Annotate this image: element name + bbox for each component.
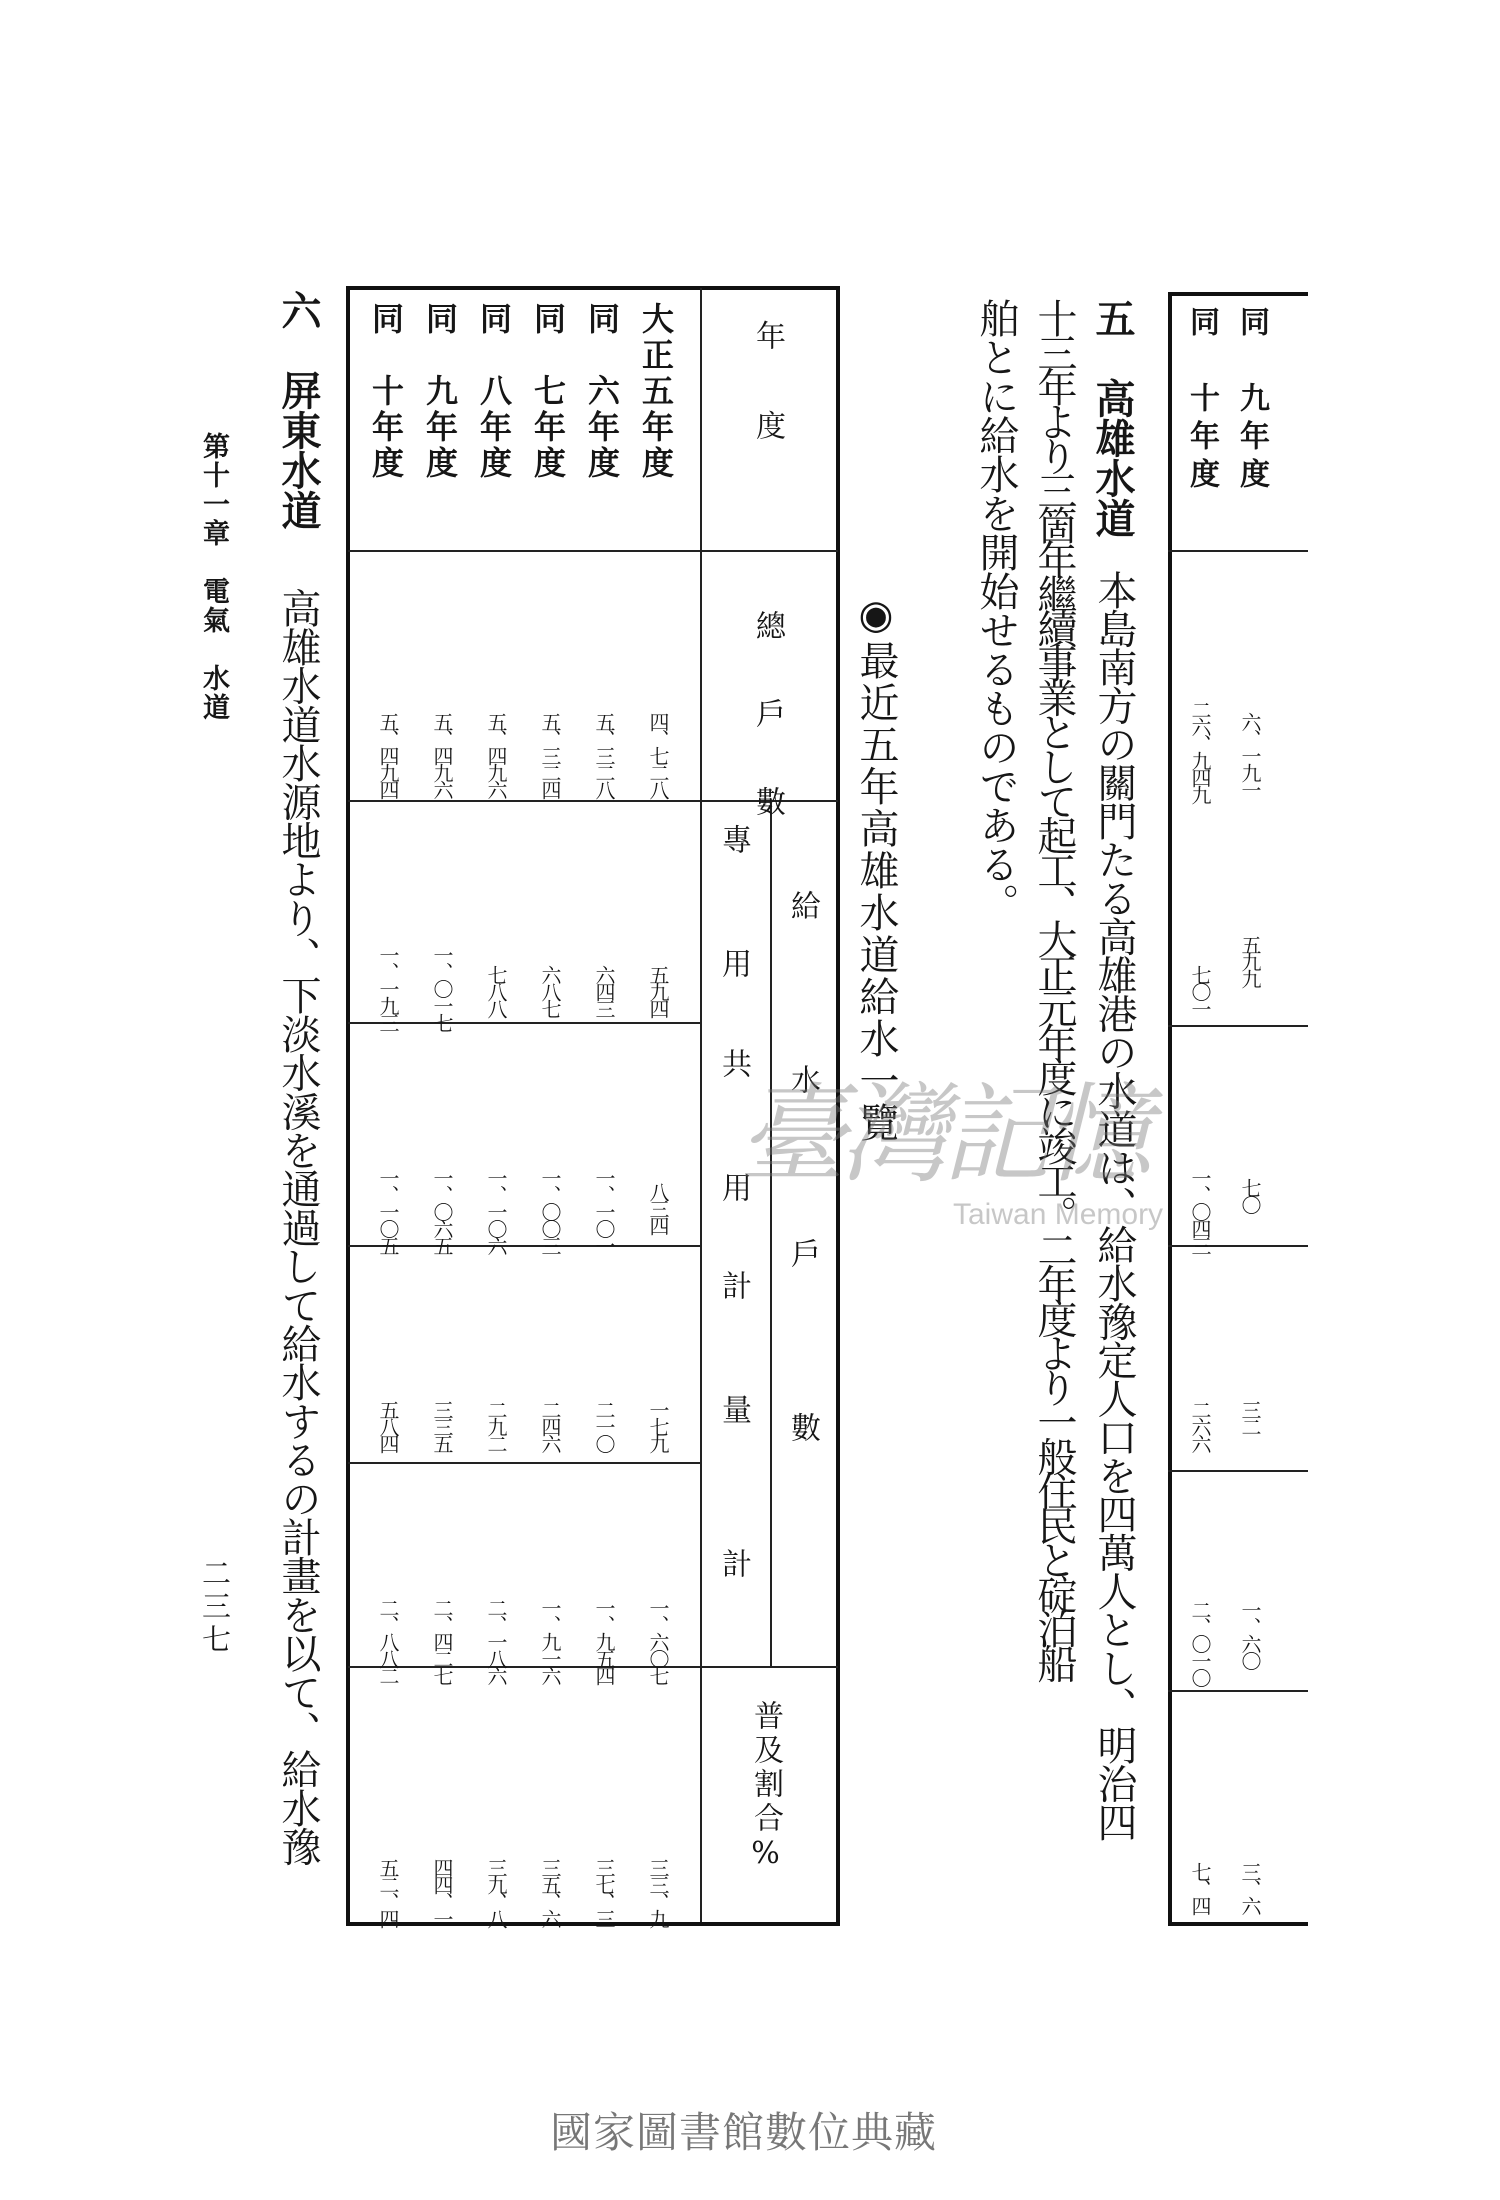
cell-sen: 一、〇一七 bbox=[430, 945, 454, 1030]
cell-kei: 一、六〇七 bbox=[646, 1598, 670, 1683]
header-year: 年 度 bbox=[750, 320, 785, 440]
cell-kei: 二、一八六 bbox=[484, 1598, 508, 1683]
top-table-border-bottom bbox=[1168, 1922, 1308, 1926]
cell-sen: 七八八 bbox=[484, 965, 508, 1016]
cell-keiryo: 二四六 bbox=[538, 1400, 562, 1451]
row-year: 同 六年度 bbox=[583, 302, 621, 482]
watermark-subtitle: Taiwan Memory bbox=[953, 1198, 1164, 1231]
top-table-cell: 七〇 bbox=[1238, 1178, 1262, 1212]
cell-total: 四、七二八 bbox=[646, 712, 670, 797]
cell-pct: 三九、八 bbox=[484, 1858, 508, 1926]
header-group: 給 水 戶 數 bbox=[785, 890, 820, 1470]
top-table-cell: 三二 bbox=[1238, 1400, 1262, 1434]
section-5-line-3: 舶とに給水を開始せるものである。 bbox=[973, 298, 1019, 922]
cell-pct: 四四、一 bbox=[430, 1858, 454, 1926]
cell-kei: 一、九一六 bbox=[538, 1598, 562, 1683]
cell-sen: 一、一九三 bbox=[376, 945, 400, 1030]
section-5-line-2: 十三年より三箇年繼續事業として起工、大正元年度に竣工。二年度より一般住民と碇泊船 bbox=[1031, 298, 1077, 1678]
cell-kyo: 八三四 bbox=[646, 1182, 670, 1233]
top-table-year: 同 十年度 bbox=[1184, 306, 1219, 496]
cell-sen: 六八七 bbox=[538, 965, 562, 1016]
top-table-col-line bbox=[1168, 550, 1308, 552]
cell-pct: 三七、三 bbox=[592, 1858, 616, 1926]
cell-keiryo: 一七九 bbox=[646, 1400, 670, 1451]
watermark bbox=[738, 1073, 1212, 1253]
cell-total: 五、三二四 bbox=[538, 712, 562, 797]
page-number: 二三七 bbox=[198, 1558, 232, 1657]
header-sen: 專 用 bbox=[716, 824, 751, 1010]
cell-keiryo: 五八四 bbox=[376, 1400, 400, 1451]
cell-pct: 三三、九 bbox=[646, 1858, 670, 1926]
top-table-cell: 七〇一 bbox=[1188, 965, 1212, 1016]
top-table-cell: 七、四 bbox=[1188, 1862, 1212, 1913]
running-head: 第十一章 電氣 水道 bbox=[198, 432, 229, 722]
cell-pct: 三五、六 bbox=[538, 1858, 562, 1926]
watermark-title: 臺灣記憶 bbox=[738, 1073, 1147, 1198]
cell-total: 五、四九四 bbox=[376, 712, 400, 797]
cell-keiryo: 二一〇 bbox=[592, 1400, 616, 1451]
header-separator bbox=[700, 288, 702, 1922]
cell-total: 五、三二八 bbox=[592, 712, 616, 797]
top-table-col-line bbox=[1168, 1690, 1308, 1692]
top-table-border-top bbox=[1168, 292, 1308, 296]
cell-keiryo: 二九二 bbox=[484, 1400, 508, 1451]
top-table-cell: 一、六〇 bbox=[1238, 1600, 1262, 1668]
col-line-sen bbox=[348, 1022, 700, 1024]
top-table-cell: 二六六 bbox=[1188, 1400, 1212, 1451]
top-table-year: 同 九年度 bbox=[1234, 306, 1269, 496]
top-table-cell: 三、六 bbox=[1238, 1862, 1262, 1913]
section-5-line-1: 本島南方の關門たる高雄港の水道は、給水豫定人口を四萬人とし、明治四 bbox=[1091, 570, 1137, 1841]
section-6-heading: 六 屏東水道 bbox=[275, 290, 322, 530]
top-table-cell: 二六、九四九 bbox=[1188, 700, 1212, 802]
col-line-year bbox=[348, 550, 838, 552]
table-border-left bbox=[346, 286, 350, 1926]
section-6-line: 高雄水道水源地より、下淡水溪を通過して給水するの計畫を以て、給水豫 bbox=[275, 588, 321, 1866]
cell-kyo: 一、〇〇三 bbox=[538, 1168, 562, 1253]
top-table-cell: 五九九 bbox=[1238, 935, 1262, 986]
top-table-col-line bbox=[1168, 1470, 1308, 1472]
header-total: 總 戶 數 bbox=[750, 610, 785, 830]
cell-kyo: 一、一〇五 bbox=[376, 1168, 400, 1253]
footer: 國家圖書館數位典藏 bbox=[550, 2108, 938, 2157]
header-pct: 普及割合% bbox=[748, 1700, 783, 1875]
cell-total: 五、四九六 bbox=[430, 712, 454, 797]
header-kei: 計 bbox=[716, 1548, 751, 1578]
row-year: 同 八年度 bbox=[475, 302, 513, 482]
table-border-top bbox=[348, 286, 838, 290]
cell-sen: 六四三 bbox=[592, 965, 616, 1016]
row-year: 同 九年度 bbox=[421, 302, 459, 482]
top-table-cell: 六、一九一 bbox=[1238, 712, 1262, 797]
cell-total: 五、四九六 bbox=[484, 712, 508, 797]
cell-kei: 二、四二七 bbox=[430, 1598, 454, 1683]
header-keiryo: 計 量 bbox=[716, 1270, 751, 1456]
cell-keiryo: 三三五 bbox=[430, 1400, 454, 1451]
cell-pct: 五二、四 bbox=[376, 1858, 400, 1926]
header-kyo: 共 用 bbox=[716, 1048, 751, 1234]
section-5-heading: 五 高雄水道 bbox=[1089, 298, 1136, 538]
cell-kyo: 一、一〇六 bbox=[484, 1168, 508, 1253]
cell-kei: 二、八八二 bbox=[376, 1598, 400, 1683]
row-year: 同 七年度 bbox=[529, 302, 567, 482]
top-table-cell: 二、〇一〇 bbox=[1188, 1600, 1212, 1685]
col-line-kyo bbox=[348, 1245, 700, 1247]
cell-sen: 五九四 bbox=[646, 965, 670, 1016]
table-title: ◉最近五年高雄水道給水一覽 bbox=[853, 592, 899, 1144]
top-table-col-line bbox=[1168, 1025, 1308, 1027]
row-year: 同 十年度 bbox=[367, 302, 405, 482]
cell-kyo: 一、〇六五 bbox=[430, 1168, 454, 1253]
cell-kyo: 一、一〇一 bbox=[592, 1168, 616, 1253]
col-line-keiryo bbox=[348, 1462, 700, 1464]
cell-kei: 一、九五四 bbox=[592, 1598, 616, 1683]
top-table-cell: 一、〇四三 bbox=[1188, 1168, 1212, 1253]
row-year: 大正五年度 bbox=[637, 302, 675, 482]
